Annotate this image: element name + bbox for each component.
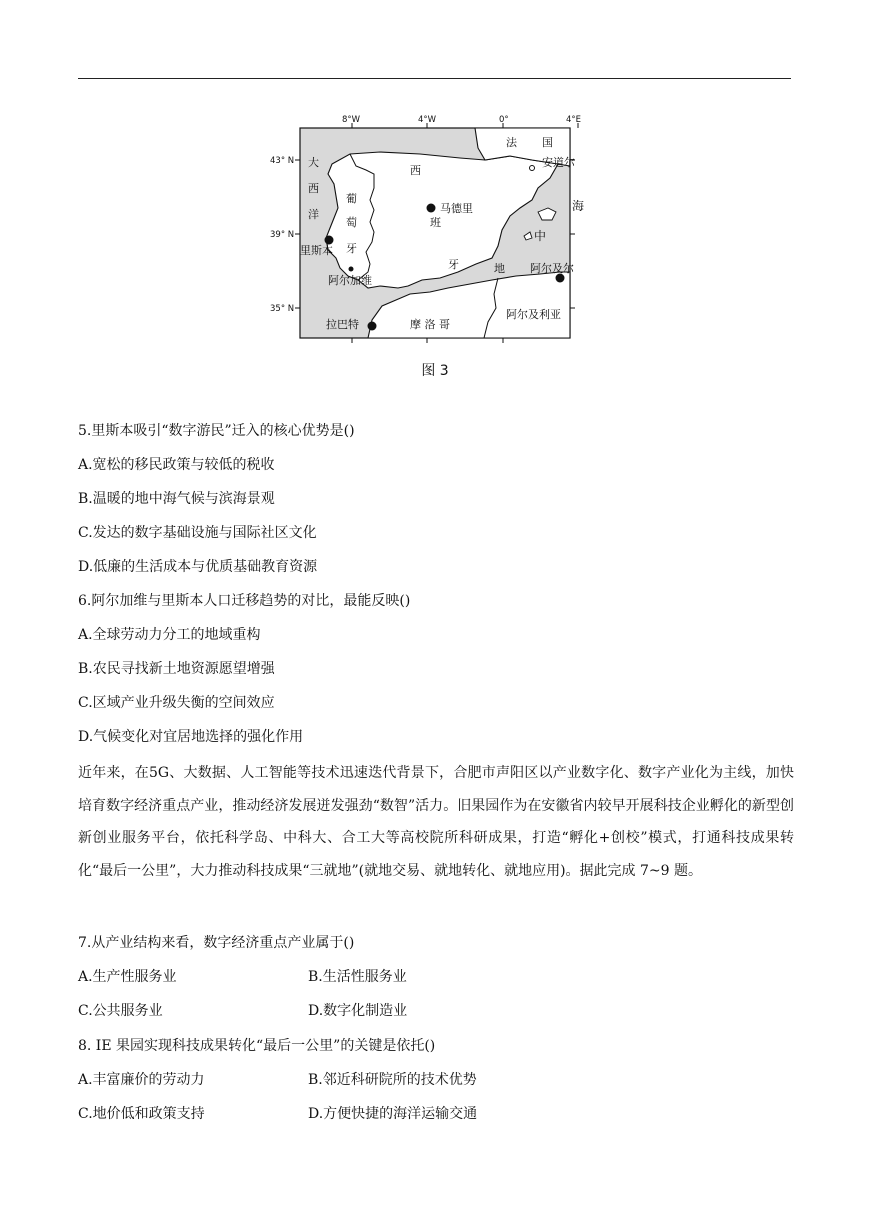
iberia-map xyxy=(270,108,610,348)
label-morocco: 摩 洛 哥 xyxy=(410,318,450,331)
tick-0: 0° xyxy=(499,115,509,125)
label-spain-3: 牙 xyxy=(448,258,459,271)
q5-option-b: B.温暖的地中海气候与滨海景观 xyxy=(78,491,275,507)
label-france-2: 国 xyxy=(542,136,553,149)
andorra-marker xyxy=(530,166,535,171)
q5-option-c: C.发达的数字基础设施与国际社区文化 xyxy=(78,525,317,541)
figure-caption: 图 3 xyxy=(421,363,449,379)
city-lisbon: 里斯本 xyxy=(300,244,333,257)
label-sea-2: 中 xyxy=(534,229,547,243)
label-spain-2: 班 xyxy=(430,216,441,229)
passage-7-9: 近年来，在5G、大数据、人工智能等技术迅速迭代背景下，合肥市声阳区以产业数字化、数字产业化为主线，加快培育数字经济重点产业，推动经济发展迸发强劲“数智”活力。旧果园作为在安徽省内较早开展科技企业孵化的新型创新创业服务平台，依托科学岛、中科大、合工大等高校院所科研成果，打造“孵化+创校”模式，打通科技成果转化“最后一公里”，大力推动科技成果“三就地”(就地交易、就地转化、就地应用)。据此完成 7~9 题。 xyxy=(78,765,794,879)
q5-option-a: A.宽松的移民政策与较低的税收 xyxy=(78,457,275,473)
q7-option-c: C.公共服务业 xyxy=(78,1003,163,1019)
tick-4e: 4°E xyxy=(566,115,582,125)
q6-option-c: C.区域产业升级失衡的空间效应 xyxy=(78,695,275,711)
label-atlantic-2: 西 xyxy=(308,182,319,195)
label-algeria: 阿尔及利亚 xyxy=(506,308,561,321)
city-andorra: 安道尔 xyxy=(542,156,575,169)
q8-stem: 8. IE 果园实现科技成果转化“最后一公里”的关键是依托() xyxy=(78,1038,436,1054)
q6-option-a: A.全球劳动力分工的地域重构 xyxy=(78,627,261,643)
q8-option-c: C.地价低和政策支持 xyxy=(78,1106,205,1122)
label-portugal-2: 萄 xyxy=(346,216,357,229)
label-france-1: 法 xyxy=(506,136,517,149)
tick-39n: 39° N xyxy=(270,230,295,240)
q7-option-b: B.生活性服务业 xyxy=(308,969,407,985)
map-svg xyxy=(270,108,610,348)
city-algiers: 阿尔及尔 xyxy=(530,262,574,275)
q8-option-d: D.方便快捷的海洋运输交通 xyxy=(308,1106,478,1122)
q8-option-a: A.丰富廉价的劳动力 xyxy=(78,1072,205,1088)
tick-35n: 35° N xyxy=(270,304,295,314)
label-portugal-1: 葡 xyxy=(346,192,357,205)
q5-stem: 5.里斯本吸引“数字游民”迁入的核心优势是() xyxy=(78,423,355,439)
q6-option-d: D.气候变化对宜居地选择的强化作用 xyxy=(78,729,304,745)
madrid-marker xyxy=(427,204,436,213)
label-spain-1: 西 xyxy=(410,164,421,177)
label-sea-1: 海 xyxy=(572,199,585,213)
q7-option-a: A.生产性服务业 xyxy=(78,969,177,985)
header-rule xyxy=(78,78,791,79)
q5-option-d: D.低廉的生活成本与优质基础教育资源 xyxy=(78,559,318,575)
q7-option-d: D.数字化制造业 xyxy=(308,1003,408,1019)
label-atlantic-3: 洋 xyxy=(308,208,319,221)
tick-8w: 8°W xyxy=(342,115,361,125)
label-sea-3: 地 xyxy=(494,262,505,275)
algarve-marker xyxy=(349,267,354,272)
rabat-marker xyxy=(368,322,377,331)
q8-option-b: B.邻近科研院所的技术优势 xyxy=(308,1072,477,1088)
tick-4w: 4°W xyxy=(418,115,437,125)
label-atlantic-1: 大 xyxy=(308,156,319,169)
q6-stem: 6.阿尔加维与里斯本人口迁移趋势的对比，最能反映() xyxy=(78,593,411,609)
tick-43n: 43° N xyxy=(270,156,295,166)
q6-option-b: B.农民寻找新土地资源愿望增强 xyxy=(78,661,275,677)
label-portugal-3: 牙 xyxy=(346,242,357,255)
city-madrid: 马德里 xyxy=(440,202,473,215)
city-algarve: 阿尔加维 xyxy=(328,274,372,287)
q7-stem: 7.从产业结构来看，数字经济重点产业属于() xyxy=(78,935,355,951)
city-rabat: 拉巴特 xyxy=(326,318,359,331)
